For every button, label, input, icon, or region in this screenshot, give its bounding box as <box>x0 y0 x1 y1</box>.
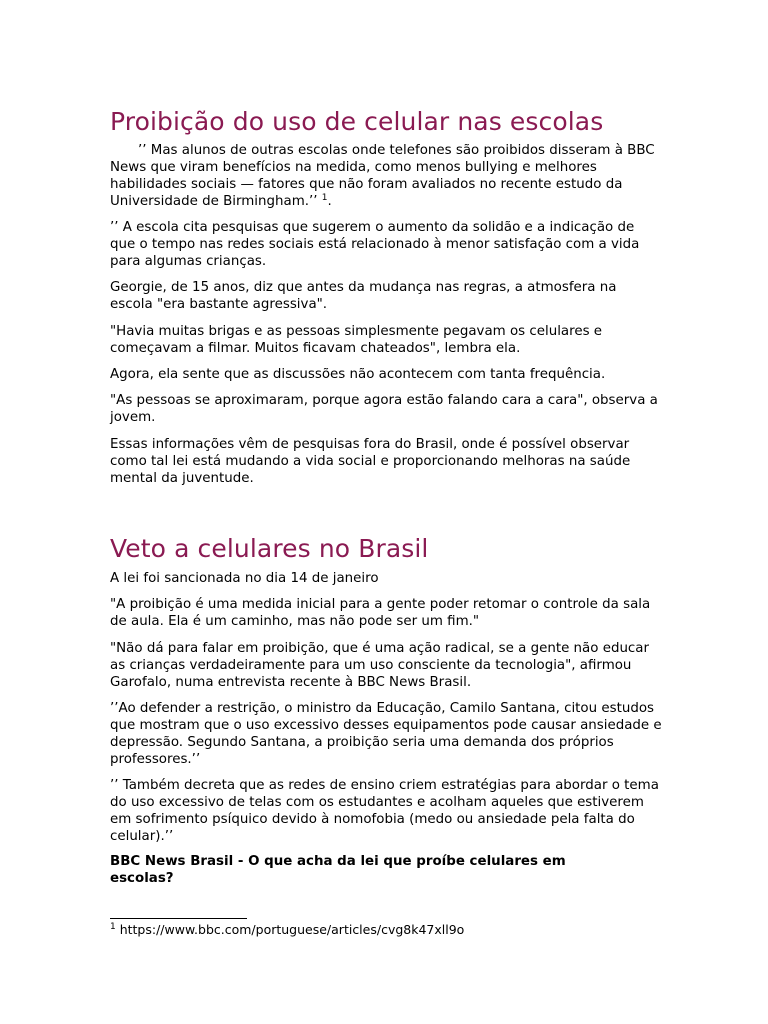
section-title-proibicao: Proibição do uso de celular nas escolas <box>110 107 604 136</box>
footnote-reference[interactable]: 1 <box>321 193 328 203</box>
paragraph <box>110 142 662 210</box>
paragraph: ’’ Também decreta que as redes de ensino criem estratégias para abordar o tema do uso excessivo de telas com os estudantes e acolham aqueles que estiverem em sofrimento psíquico devido à nomofobia (medo ou ansiedade pela falta do celular).’’ <box>110 778 659 844</box>
footnote-mark: 1 <box>110 922 116 932</box>
paragraph: Essas informações vêm de pesquisas fora do Brasil, onde é possível observar como tal lei está mudando a vida social e proporcionando melhoras na saúde mental da juventude. <box>110 437 631 486</box>
paragraph-text: ’’ Mas alunos de outras escolas onde telefones são proibidos disseram à BBC News que viram benefícios na medida, como menos bullying e melhores habilidades sociais — fatores que não foram avaliados no recente estudo da Universidade de Birmingham.’’ <box>110 143 655 209</box>
paragraph: ’’ A escola cita pesquisas que sugerem o aumento da solidão e a indicação de que o tempo nas redes sociais está relacionado à menor satisfação com a vida para algumas crianças. <box>110 220 640 269</box>
paragraph-end: . <box>327 194 332 209</box>
paragraph: "Não dá para falar em proibição, que é uma ação radical, se a gente não educar as crianças verdadeiramente para um uso consciente da tecnologia", afirmou Garofalo, numa entrevista recente à BBC News Brasil. <box>110 641 649 690</box>
paragraph: "As pessoas se aproximaram, porque agora estão falando cara a cara", observa a jovem. <box>110 393 658 425</box>
paragraph: Agora, ela sente que as discussões não acontecem com tanta frequência. <box>110 367 606 382</box>
footnote <box>110 922 662 937</box>
paragraph: "Havia muitas brigas e as pessoas simplesmente pegavam os celulares e começavam a filmar. Muitos ficavam chateados", lembra ela. <box>110 324 603 356</box>
paragraph: A lei foi sancionada no dia 14 de janeiro <box>110 571 379 586</box>
footnote-link[interactable]: https://www.bbc.com/portuguese/articles/cvg8k47xll9o <box>115 922 465 937</box>
section-title-veto: Veto a celulares no Brasil <box>110 534 429 563</box>
paragraph: "A proibição é uma medida inicial para a gente poder retomar o controle da sala de aula. Ela é um caminho, mas não pode ser um fim." <box>110 597 651 629</box>
footnote-separator <box>110 918 247 919</box>
paragraph: Georgie, de 15 anos, diz que antes da mudança nas regras, a atmosfera na escola "era bastante agressiva". <box>110 280 617 312</box>
bold-question: BBC News Brasil - O que acha da lei que proíbe celulares em escolas? <box>110 854 566 886</box>
paragraph: ’’Ao defender a restrição, o ministro da Educação, Camilo Santana, citou estudos que mostram que o uso excessivo desses equipamentos pode causar ansiedade e depressão. Segundo Santana, a proibição seria uma demanda dos próprios professores.’’ <box>110 701 662 767</box>
